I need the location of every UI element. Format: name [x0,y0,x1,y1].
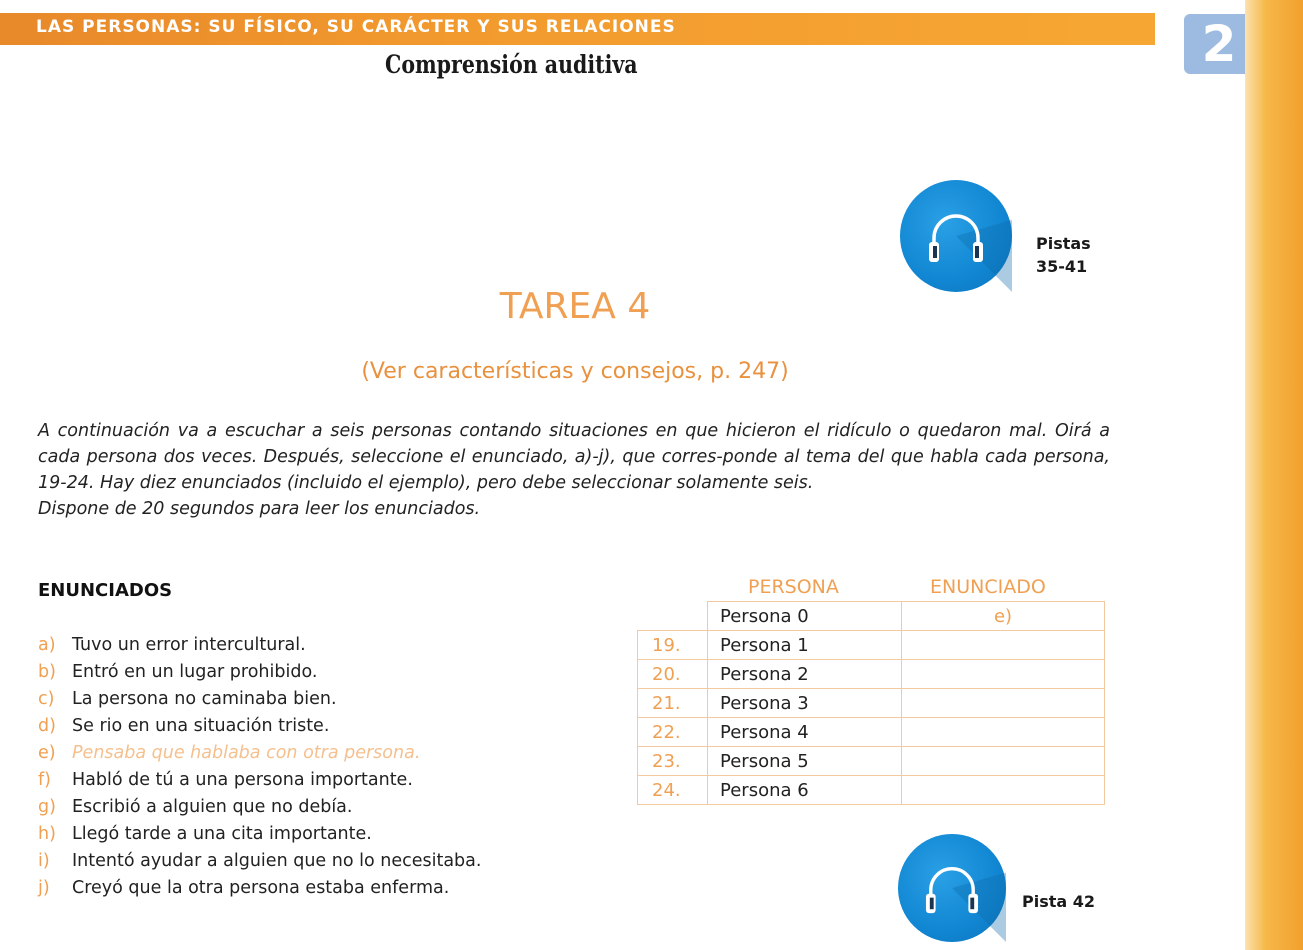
task-title: TAREA 4 [499,286,651,327]
row-persona: Persona 6 [708,776,902,805]
item-letter: h) [38,824,56,844]
enunciados-heading: ENUNCIADOS [38,580,173,601]
row-number: 19. [638,631,708,660]
item-letter: g) [38,797,56,817]
row-number: 23. [638,747,708,776]
list-item-example [38,740,481,767]
list-item [38,767,481,794]
row-answer[interactable] [902,689,1105,718]
list-item [38,821,481,848]
row-answer[interactable] [902,631,1105,660]
table-row [638,776,1105,805]
item-letter: j) [38,878,50,898]
tracks-range: 35-41 [1036,257,1088,276]
item-letter: f) [38,770,51,790]
task-reference: (Ver características y consejos, p. 247) [361,359,789,384]
row-number: 21. [638,689,708,718]
answer-table [637,601,1105,805]
item-text: La persona no caminaba bien. [72,689,337,709]
item-text: Creyó que la otra persona estaba enferma. [72,878,450,898]
item-letter: i) [38,851,50,871]
row-persona: Persona 3 [708,689,902,718]
item-text: Pensaba que hablaba con otra persona. [72,743,421,763]
row-answer[interactable] [902,660,1105,689]
row-persona: Persona 5 [708,747,902,776]
table-row [638,689,1105,718]
chapter-number: 2 [1201,15,1237,73]
item-letter: d) [38,716,56,736]
table-row [638,747,1105,776]
list-item [38,632,481,659]
list-item [38,794,481,821]
item-text: Tuvo un error intercultural. [72,635,306,655]
row-answer[interactable] [902,718,1105,747]
table-row [638,602,1105,631]
headphones-icon[interactable] [900,180,1012,292]
item-text: Llegó tarde a una cita importante. [72,824,372,844]
list-item [38,848,481,875]
item-text: Entró en un lugar prohibido. [72,662,318,682]
column-header-enunciado: ENUNCIADO [930,576,1046,598]
chapter-title: LAS PERSONAS: SU FÍSICO, SU CARÁCTER Y SUS RELACIONES [36,17,676,37]
item-text: Intentó ayudar a alguien que no lo necesitaba. [72,851,482,871]
row-answer[interactable] [902,776,1105,805]
list-item [38,875,481,902]
headphones-icon[interactable] [898,834,1006,942]
list-item [38,659,481,686]
row-persona: Persona 2 [708,660,902,689]
table-row [638,631,1105,660]
section-title: Comprensión auditiva [385,50,638,79]
row-number [638,602,708,631]
column-header-persona: PERSONA [748,576,839,598]
item-letter: b) [38,662,56,682]
item-letter: e) [38,743,56,763]
task-instructions [38,418,1110,522]
tracks-label-text: Pistas [1036,234,1091,253]
table-row [638,718,1105,747]
row-number: 22. [638,718,708,747]
enunciados-list [38,632,481,902]
track-label-bottom: Pista 42 [1022,892,1096,911]
list-item [38,686,481,713]
page-edge-strip [1245,0,1303,950]
table-row [638,660,1105,689]
instructions-text: A continuación va a escuchar a seis personas contando situaciones en que hicieron el ridículo o quedaron mal. Oirá a cada persona dos veces. Después, seleccione el enunciado, a)-j), que corres-ponde al tema del que habla cada persona, 19-24. Hay diez enunciados (incluido el ejemplo), pero debe seleccionar solamente seis. [38,421,1110,493]
row-persona: Persona 0 [708,602,902,631]
row-answer[interactable] [902,747,1105,776]
list-item [38,713,481,740]
item-text: Habló de tú a una persona importante. [72,770,413,790]
time-note: Dispone de 20 segundos para leer los enunciados. [38,499,481,519]
item-text: Escribió a alguien que no debía. [72,797,353,817]
row-answer: e) [902,602,1105,631]
item-letter: a) [38,635,56,655]
row-persona: Persona 4 [708,718,902,747]
item-letter: c) [38,689,55,709]
item-text: Se rio en una situación triste. [72,716,330,736]
row-number: 20. [638,660,708,689]
tracks-label [1036,232,1091,278]
row-persona: Persona 1 [708,631,902,660]
row-number: 24. [638,776,708,805]
